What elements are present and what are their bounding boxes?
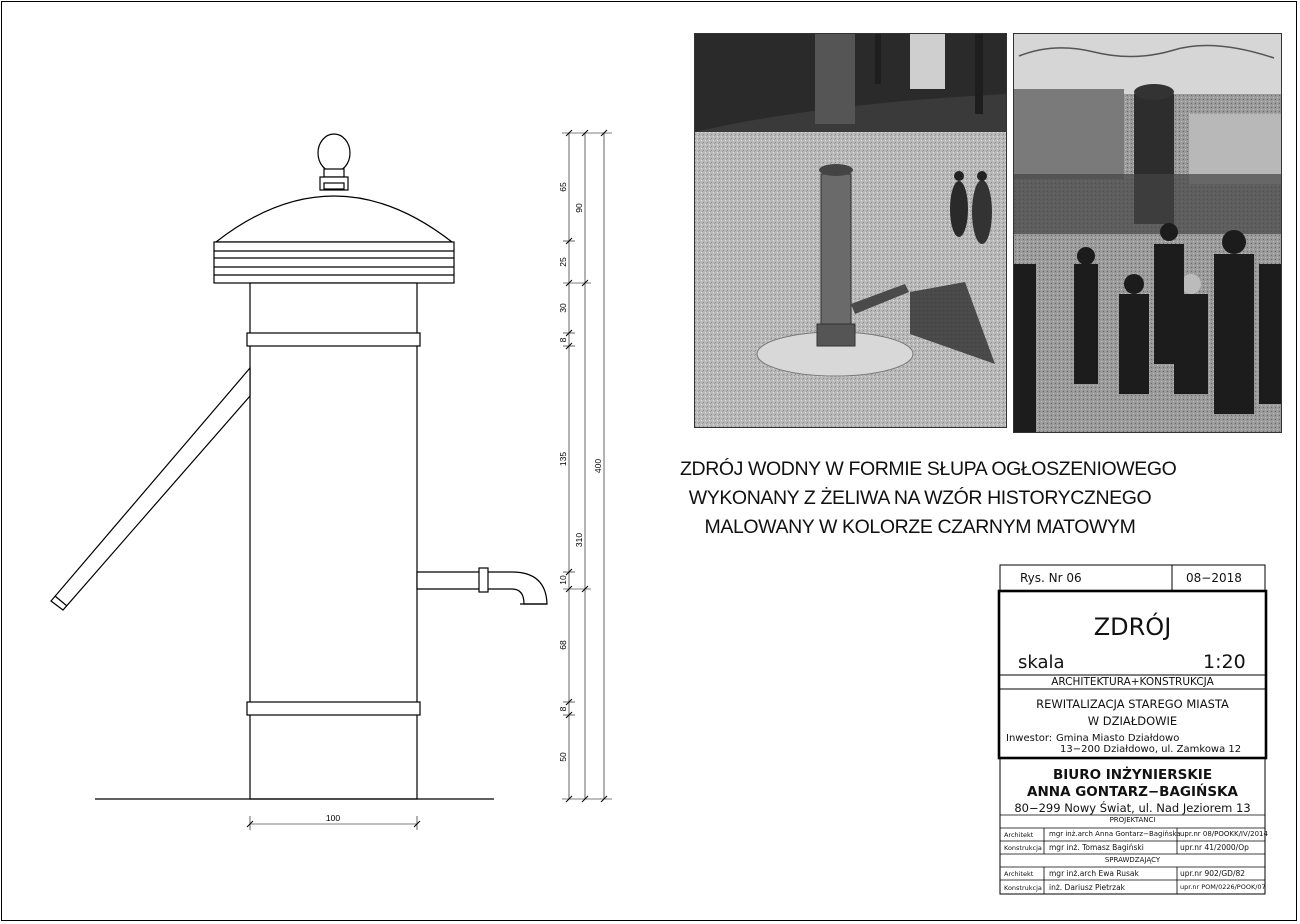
dim-10: 10: [558, 575, 568, 585]
project-line-2: W DZIAŁDOWIE: [1087, 714, 1178, 728]
discipline: ARCHITEKTURA+KONSTRUKCJA: [1051, 676, 1214, 688]
dim-135: 135: [558, 451, 568, 467]
scale-label: skala: [1018, 652, 1065, 673]
checker-license: upr.nr 902/GD/82: [1180, 869, 1246, 878]
scale-value: 1:20: [1203, 651, 1246, 673]
dim-8-upper: 8: [558, 337, 568, 343]
dim-310: 310: [574, 532, 584, 548]
designer-role: Architekt: [1004, 831, 1034, 839]
dim-90: 90: [574, 203, 584, 213]
dim-65: 65: [558, 182, 568, 192]
project-line-1: REWITALIZACJA STAREGO MIASTA: [1036, 697, 1229, 711]
office-line-1: BIURO INŻYNIERSKIE: [1052, 767, 1213, 783]
checkers-header: SPRAWDZAJĄCY: [1104, 856, 1161, 864]
dim-400: 400: [593, 458, 603, 474]
office-address: 80−299 Nowy Świat, ul. Nad Jeziorem 13: [1014, 801, 1251, 815]
checker-role: Architekt: [1004, 870, 1034, 878]
dim-68: 68: [558, 640, 568, 650]
caption-line-1: ZDRÓJ WODNY W FORMIE SŁUPA OGŁOSZENIOWEGO: [680, 458, 1177, 480]
dim-100: 100: [325, 813, 341, 823]
designer-name: mgr inż. Tomasz Bagiński: [1049, 843, 1144, 852]
checker-name: inż. Dariusz Pietrzak: [1049, 883, 1126, 892]
dim-30: 30: [558, 303, 568, 313]
caption-line-2: WYKONANY Z ŻELIWA NA WZÓR HISTORYCZNEGO: [688, 487, 1152, 509]
drawing-date: 08−2018: [1186, 571, 1242, 585]
designer-role: Konstrukcja: [1004, 844, 1042, 852]
designer-license: upr.nr 08/POOKK/IV/2014: [1180, 830, 1268, 838]
checker-license: upr.nr POM/0226/POOK/07: [1180, 883, 1266, 891]
office-line-2: ANNA GONTARZ−BAGIŃSKA: [1027, 784, 1238, 800]
drawing-title: ZDRÓJ: [1093, 613, 1172, 641]
designers-header: PROJEKTANCI: [1109, 816, 1156, 824]
checker-role: Konstrukcja: [1004, 884, 1042, 892]
designer-license: upr.nr 41/2000/Op: [1180, 843, 1249, 852]
drawing-number: Rys. Nr 06: [1020, 571, 1082, 585]
dim-8-lower: 8: [558, 706, 568, 712]
investor-line-1: Gmina Miasto Działdowo: [1056, 733, 1180, 744]
caption-line-3: MALOWANY W KOLORZE CZARNYM MATOWYM: [704, 516, 1136, 538]
dim-25: 25: [558, 257, 568, 267]
investor-line-2: 13−200 Działdowo, ul. Zamkowa 12: [1060, 744, 1242, 755]
designer-name: mgr inż.arch Anna Gontarz−Bagińska: [1049, 830, 1181, 838]
dim-50: 50: [558, 752, 568, 762]
investor-label: Inwestor:: [1006, 733, 1053, 744]
checker-name: mgr inż.arch Ewa Rusak: [1049, 869, 1139, 878]
